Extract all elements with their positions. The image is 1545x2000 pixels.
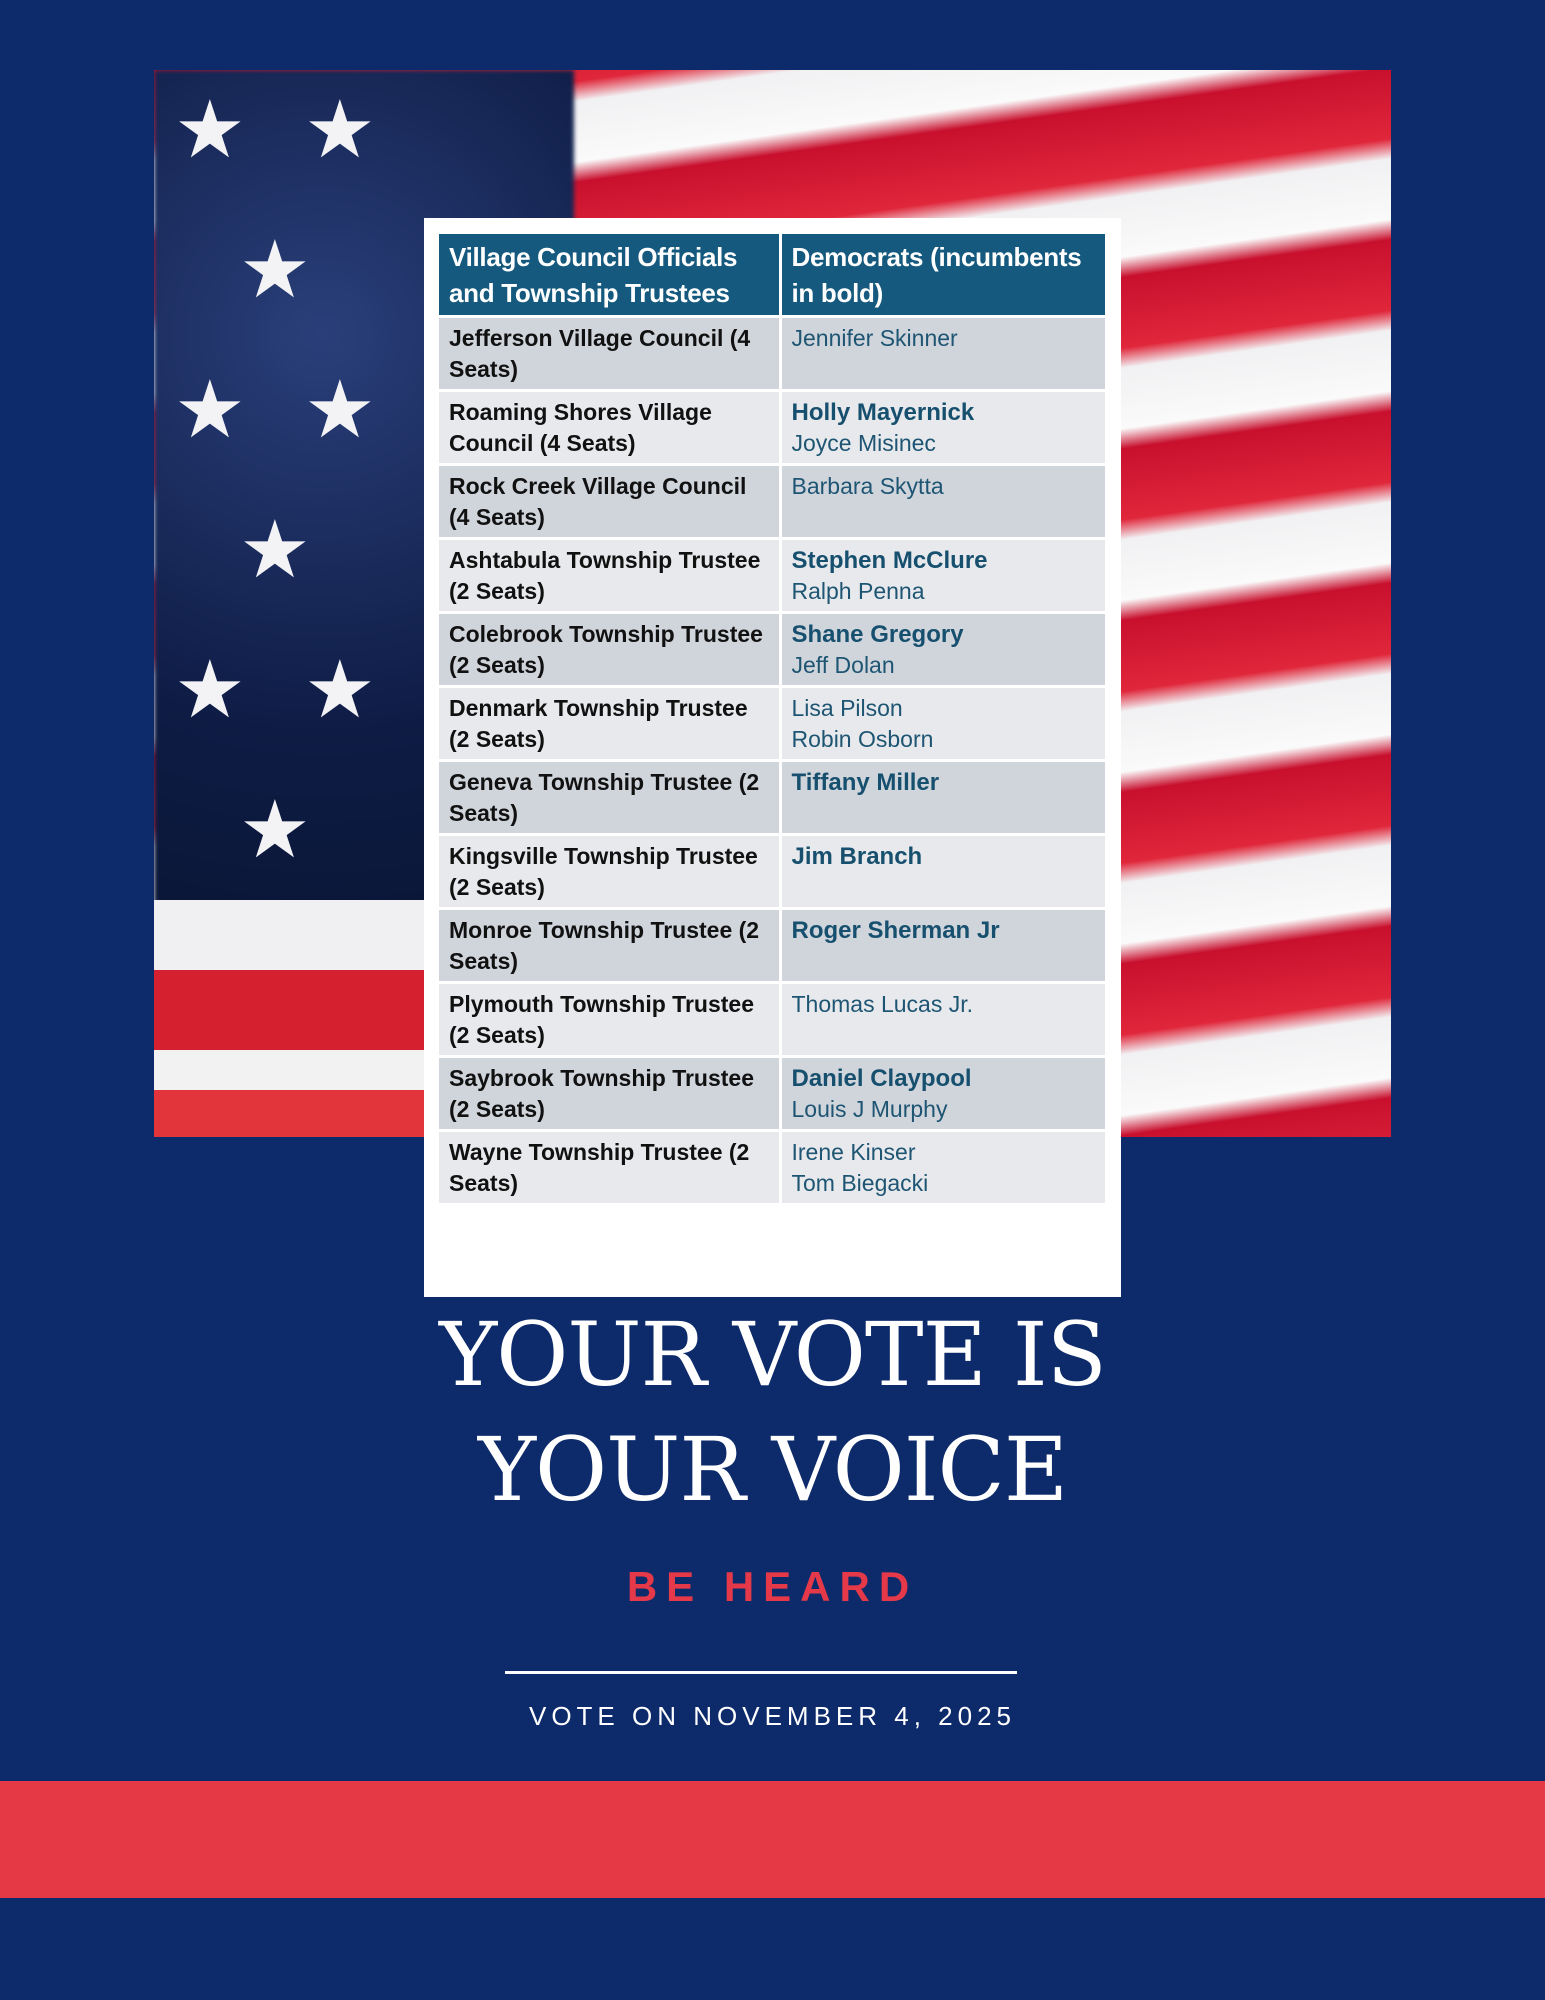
flag-star-icon: ★ [239, 783, 311, 876]
candidate-name: Tom Biegacki [791, 1170, 929, 1196]
candidate-name: Robin Osborn [791, 726, 934, 752]
candidates-cell [780, 317, 1106, 391]
candidate-name: Jeff Dolan [791, 652, 895, 678]
headline-line-2: YOUR VOICE [477, 1418, 1068, 1521]
table-row [439, 391, 1106, 465]
office-cell: Saybrook Township Trustee (2 Seats) [439, 1057, 780, 1131]
candidates-cell [780, 465, 1106, 539]
flag-star-icon: ★ [239, 223, 311, 316]
flag-star-icon: ★ [304, 363, 376, 456]
candidates-cell [780, 391, 1106, 465]
incumbent-name: Stephen McClure [791, 547, 988, 574]
table-row [439, 835, 1106, 909]
tagline: BE HEARD [626, 1563, 919, 1610]
office-cell: Roaming Shores Village Council (4 Seats) [439, 391, 780, 465]
office-cell: Denmark Township Trustee (2 Seats) [439, 687, 780, 761]
candidates-cell [780, 983, 1106, 1057]
candidate-name: Joyce Misinec [791, 430, 936, 456]
candidates-cell [780, 687, 1106, 761]
flag-star-icon: ★ [239, 503, 311, 596]
flag-star-icon: ★ [174, 363, 246, 456]
incumbent-name: Shane Gregory [791, 621, 964, 648]
table-row [439, 317, 1106, 391]
table-row [439, 465, 1106, 539]
incumbent-name: Holly Mayernick [791, 399, 975, 426]
headline-line-1: YOUR VOTE IS [439, 1303, 1106, 1406]
office-cell: Rock Creek Village Council (4 Seats) [439, 465, 780, 539]
incumbent-name: Tiffany Miller [791, 769, 940, 796]
office-cell: Monroe Township Trustee (2 Seats) [439, 909, 780, 983]
incumbent-name: Jim Branch [791, 843, 923, 870]
table-row [439, 1057, 1106, 1131]
table-row [439, 761, 1106, 835]
divider [505, 1671, 1017, 1674]
office-cell: Kingsville Township Trustee (2 Seats) [439, 835, 780, 909]
candidates-cell [780, 761, 1106, 835]
candidate-name: Thomas Lucas Jr. [791, 991, 974, 1017]
incumbent-name: Daniel Claypool [791, 1065, 972, 1092]
candidates-cell [780, 539, 1106, 613]
office-cell: Geneva Township Trustee (2 Seats) [439, 761, 780, 835]
candidates-cell [780, 1057, 1106, 1131]
candidate-name: Jennifer Skinner [791, 325, 958, 351]
table-row [439, 687, 1106, 761]
flag-star-icon: ★ [304, 643, 376, 736]
flag-star-icon: ★ [174, 83, 246, 176]
office-cell: Ashtabula Township Trustee (2 Seats) [439, 539, 780, 613]
table-row [439, 909, 1106, 983]
candidates-cell [780, 613, 1106, 687]
candidate-name: Louis J Murphy [791, 1096, 948, 1122]
candidates-cell [780, 835, 1106, 909]
table-row [439, 983, 1106, 1057]
candidates-cell [780, 1131, 1106, 1205]
candidates-table-card [424, 218, 1121, 1297]
candidate-name: Ralph Penna [791, 578, 925, 604]
flag-star-icon: ★ [304, 83, 376, 176]
office-cell: Colebrook Township Trustee (2 Seats) [439, 613, 780, 687]
office-cell: Jefferson Village Council (4 Seats) [439, 317, 780, 391]
office-cell: Plymouth Township Trustee (2 Seats) [439, 983, 780, 1057]
incumbent-name: Roger Sherman Jr [791, 917, 1000, 944]
candidate-name: Irene Kinser [791, 1139, 916, 1165]
header-democrats: Democrats (incumbents in bold) [780, 234, 1106, 317]
office-cell: Wayne Township Trustee (2 Seats) [439, 1131, 780, 1205]
candidate-name: Barbara Skytta [791, 473, 944, 499]
table-row [439, 613, 1106, 687]
red-band [0, 1781, 1545, 1898]
vote-date: VOTE ON NOVEMBER 4, 2025 [528, 1701, 1016, 1731]
table-row [439, 539, 1106, 613]
table-row [439, 1131, 1106, 1205]
header-office: Village Council Officials and Township Trustees [439, 234, 780, 317]
candidates-table [439, 234, 1108, 1206]
flag-star-icon: ★ [174, 643, 246, 736]
candidates-cell [780, 909, 1106, 983]
candidate-name: Lisa Pilson [791, 695, 903, 721]
